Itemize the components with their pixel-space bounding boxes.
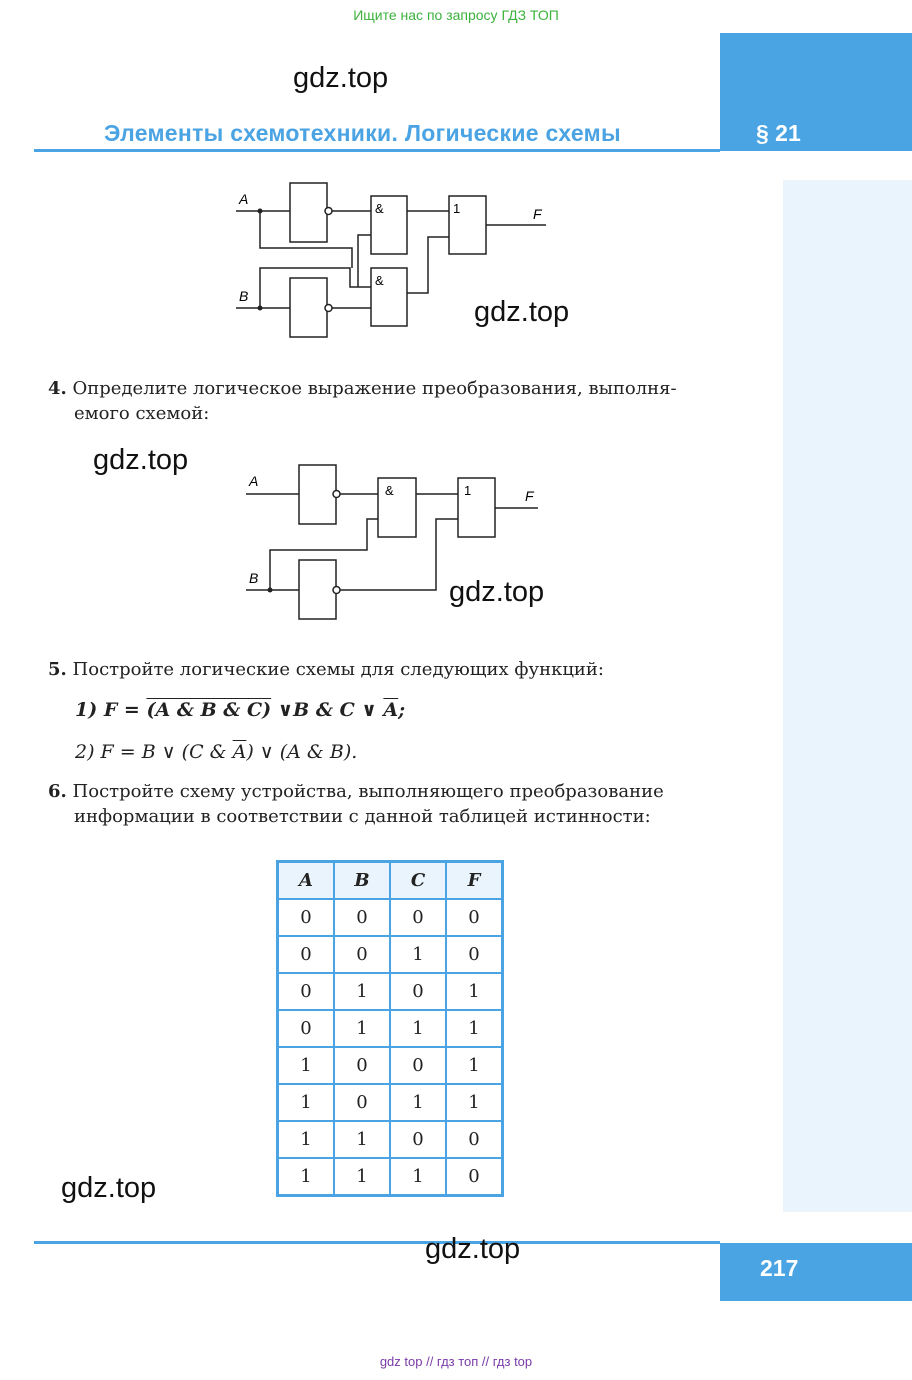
page-number-box [720,1243,912,1301]
table-row [278,973,503,1010]
function-2-prefix: 2) F = B ∨ (C & [75,741,233,763]
function-1-middle: ∨B & C ∨ [271,699,384,721]
top-note[interactable]: Ищите нас по запросу ГДЗ ТОП [353,7,559,23]
header-a: A [278,862,335,900]
watermark: gdz.top [293,62,389,94]
table-cell: 0 [446,1121,503,1158]
header-b: B [334,862,390,900]
watermark: gdz.top [61,1172,157,1204]
diagram1-and-top-label: & [375,201,384,216]
task-6-number: 6. [48,781,67,802]
not-gate-b [299,560,336,619]
table-cell: 0 [390,899,446,936]
table-row [278,1010,503,1047]
table-cell: 0 [390,973,446,1010]
task-5-text: Постройте логические схемы для следующих функций: [72,659,604,680]
table-row [278,1047,503,1084]
table-cell: 1 [278,1084,335,1121]
function-1-end: ; [398,699,406,721]
table-cell: 0 [278,936,335,973]
table-cell: 0 [446,899,503,936]
task-6-text-continued: информации в соответствии с данной таблицей истинности: [74,806,651,827]
diagram1-input-b: B [239,288,249,304]
table-cell: 0 [446,1158,503,1196]
task-4-number: 4. [48,378,67,399]
and-gate [378,478,416,537]
table-cell: 1 [334,1158,390,1196]
table-row [278,899,503,936]
watermark: gdz.top [449,576,545,608]
watermark: gdz.top [425,1233,521,1265]
diagram1-input-a: A [239,191,249,207]
header-rule [34,149,720,152]
watermark: gdz.top [93,444,189,476]
table-cell: 0 [334,899,390,936]
header-f: F [446,862,503,900]
page-number: 217 [760,1255,799,1281]
function-1-negated-group: (A & B & C) [146,699,272,721]
truth-table [276,860,504,1197]
table-cell: 1 [390,936,446,973]
table-cell: 0 [446,936,503,973]
table-cell: 1 [278,1047,335,1084]
not-gate-a [299,465,336,524]
function-2 [75,741,357,763]
table-cell: 1 [446,1047,503,1084]
table-cell: 1 [334,1010,390,1047]
table-cell: 1 [390,1084,446,1121]
table-cell: 0 [334,1084,390,1121]
diagram2-or-label: 1 [464,483,472,498]
table-cell: 0 [278,1010,335,1047]
table-cell: 1 [446,1084,503,1121]
table-cell: 1 [278,1158,335,1196]
footer-rule [34,1241,720,1244]
table-cell: 0 [390,1121,446,1158]
not-gate-b [290,278,327,337]
chapter-title: Элементы схемотехники. Логические схемы [104,120,621,146]
task-6 [48,779,748,829]
side-panel [783,180,912,1212]
table-cell: 1 [390,1158,446,1196]
task-4 [48,376,748,426]
table-cell: 0 [334,936,390,973]
diagram1-and-bottom-label: & [375,273,384,288]
table-header-row [278,862,503,900]
section-box [720,33,912,151]
function-1-prefix: 1) F = [75,699,147,721]
function-1 [75,699,405,721]
table-cell: 0 [390,1047,446,1084]
diagram1-or-label: 1 [453,201,461,216]
function-2-negated-a: $\overline{A}$ [232,741,247,763]
table-cell: 1 [446,973,503,1010]
not-gate-a [290,183,327,242]
diagram1-output: F [533,206,542,222]
function-1-negated-a: $\overline{A}$ [383,699,399,721]
diagram2-input-b: B [249,570,259,586]
table-cell: 1 [334,1121,390,1158]
table-cell: 0 [278,899,335,936]
diagram2-output: F [525,488,534,504]
table-cell: 1 [334,973,390,1010]
header-c: C [390,862,446,900]
diagram2-input-a: A [249,473,259,489]
table-cell: 0 [334,1047,390,1084]
function-2-end: ) ∨ (A & B). [246,741,358,763]
diagram2-and-label: & [385,483,394,498]
task-5 [48,657,748,682]
task-4-text-continued: емого схемой: [74,403,210,424]
table-row [278,1121,503,1158]
table-row [278,1084,503,1121]
section-number: § 21 [756,120,801,146]
task-4-text: Определите логическое выражение преобразования, выполня- [72,378,677,399]
table-cell: 1 [446,1010,503,1047]
task-5-number: 5. [48,659,67,680]
watermark: gdz.top [474,296,570,328]
bottom-note[interactable]: gdz top // гдз топ // гдз top [379,1354,533,1369]
table-row [278,1158,503,1196]
task-6-text: Постройте схему устройства, выполняющего преобразование [72,781,664,802]
table-cell: 1 [390,1010,446,1047]
table-cell: 1 [278,1121,335,1158]
table-row [278,936,503,973]
table-cell: 0 [278,973,335,1010]
